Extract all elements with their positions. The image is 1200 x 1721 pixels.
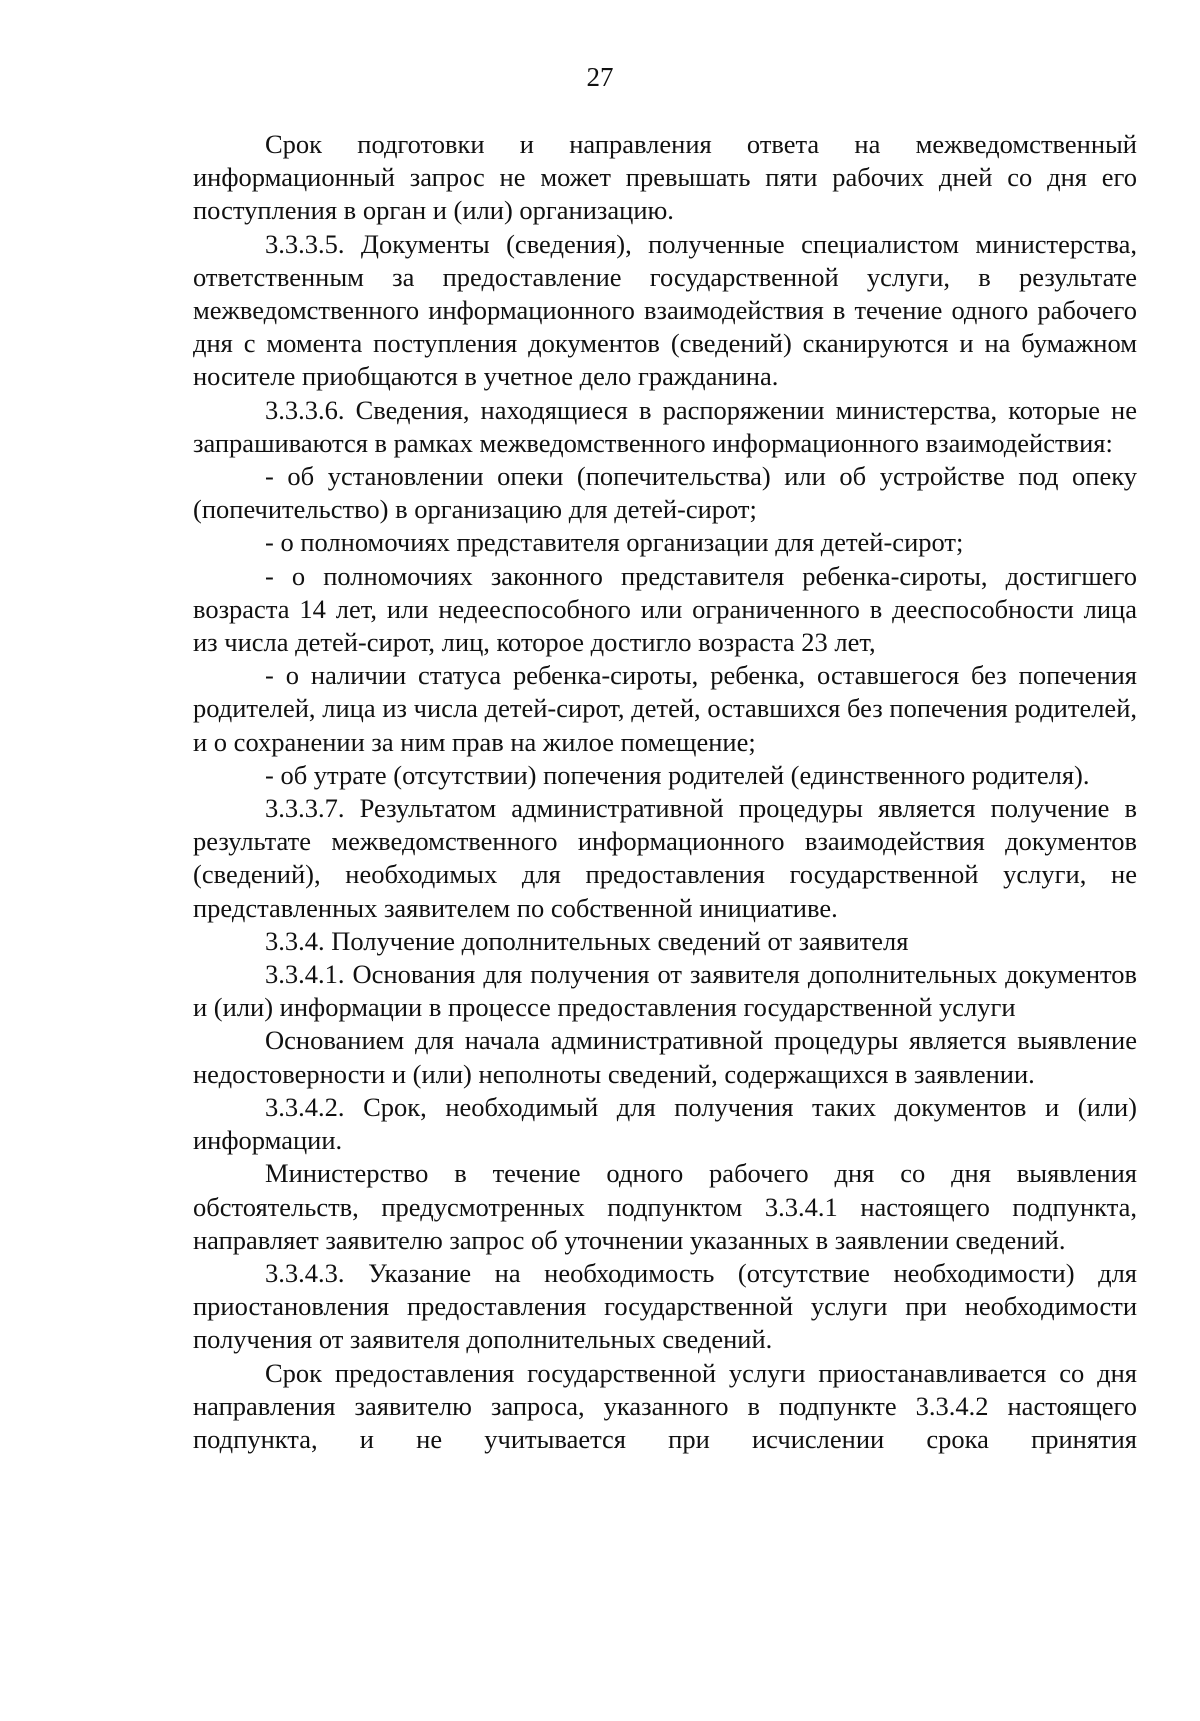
paragraph-grounds: Основанием для начала административной процедуры является выявление недостоверности и (или) неполноты сведений, содержащихся в заявлении.	[193, 1025, 1137, 1089]
paragraph-3-3-4-3: 3.3.4.3. Указание на необходимость (отсутствие необходимости) для приостановления предоставления государственной услуги при необходимости получения от заявителя дополнительных сведений.	[193, 1257, 1137, 1355]
paragraph-3-3-3-6: 3.3.3.6. Сведения, находящиеся в распоряжении министерства, которые не запрашиваются в рамках межведомственного информационного взаимодействия:	[193, 394, 1137, 458]
page-number: 27	[586, 62, 614, 92]
heading-3-3-4: 3.3.4. Получение дополнительных сведений от заявителя	[265, 925, 909, 956]
paragraph-3-3-4-1: 3.3.4.1. Основания для получения от заявителя дополнительных документов и (или) информации в процессе предоставления государственной услуги	[193, 959, 1137, 1023]
paragraph-3-3-3-7: 3.3.3.7. Результатом административной процедуры является получение в результате межведомственного информационного взаимодействия документов (сведений), необходимых для предоставления государственной услуги, не представленных заявителем по собственной инициативе.	[193, 793, 1137, 923]
list-item-loss-of-parental-care: - об утрате (отсутствии) попечения родителей (единственного родителя).	[265, 759, 1090, 790]
list-item-guardianship: - об установлении опеки (попечительства) или об устройстве под опеку (попечительство) в организацию для детей-сирот;	[193, 461, 1137, 525]
document-body	[193, 128, 1137, 1456]
paragraph-response-deadline: Срок подготовки и направления ответа на межведомственный информационный запрос не может превышать пяти рабочих дней со дня его поступления в орган и (или) организацию.	[193, 129, 1137, 226]
paragraph-3-3-4-2: 3.3.4.2. Срок, необходимый для получения таких документов и (или) информации.	[193, 1091, 1137, 1156]
paragraph-suspension-term: Срок предоставления государственной услуги приостанавливается со дня направления заявителю запроса, указанного в подпункте 3.3.4.2 настоящего подпункта, и не учитывается при исчислении срока принятия	[193, 1357, 1137, 1454]
paragraph-3-3-3-5: 3.3.3.5. Документы (сведения), полученные специалистом министерства, ответственным за предоставление государственной услуги, в результате межведомственного информационного взаимодействия в течение одного рабочего дня с момента поступления документов (сведений) сканируются и на бумажном носителе приобщаются в учетное дело гражданина.	[193, 228, 1137, 392]
paragraph-ministry-request: Министерство в течение одного рабочего дня со дня выявления обстоятельств, предусмотренных подпунктом 3.3.4.1 настоящего подпункта, направляет заявителю запрос об уточнении указанных в заявлении сведений.	[193, 1158, 1137, 1255]
list-item-legal-representative: - о полномочиях законного представителя ребенка-сироты, достигшего возраста 14 лет, или недееспособного или ограниченного в дееспособности лица из числа детей-сирот, лиц, которое достигло возраста 23 лет,	[193, 560, 1137, 658]
list-item-organization-representative: - о полномочиях представителя организации для детей-сирот;	[265, 527, 964, 558]
list-item-orphan-status: - о наличии статуса ребенка-сироты, ребенка, оставшегося без попечения родителей, лица из числа детей-сирот, детей, оставшихся без попечения родителей, и о сохранении за ним прав на жилое помещение;	[193, 660, 1137, 757]
